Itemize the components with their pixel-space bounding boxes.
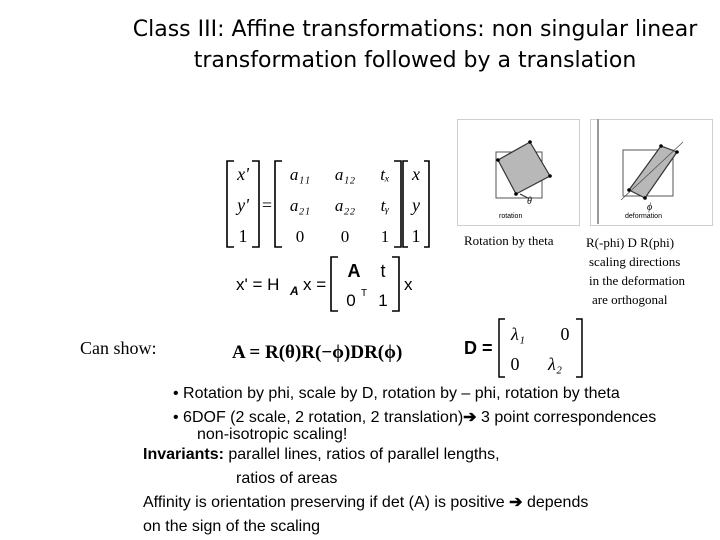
caption-deformation <box>586 233 720 309</box>
title-line-1: Class III: Affine transformations: non singular linear <box>132 17 698 42</box>
d-lambda2: λ₂ <box>547 354 563 374</box>
caption-deformation-line-3: in the deformation <box>589 273 686 288</box>
affinity-line-2: on the sign of the scaling <box>143 518 321 535</box>
rhs-one: 1 <box>411 226 421 246</box>
invariants-text-1: parallel lines, ratios of parallel lengths, <box>223 446 500 463</box>
compact-lhs: x' = H <box>236 275 280 294</box>
cell-33: 1 <box>380 227 390 246</box>
cell-ty: tᵧ <box>380 196 390 215</box>
compact-affine-equation <box>234 254 424 314</box>
d-zero-1: 0 <box>560 324 570 344</box>
invariants-label: Invariants: <box>143 446 224 463</box>
slide-title <box>100 14 720 76</box>
figure-divider <box>597 119 599 224</box>
caption-deformation-line-2: scaling directions <box>589 254 681 269</box>
rhs-x: x <box>412 164 420 184</box>
d-label: D = <box>464 338 493 358</box>
affinity-text-1b: depends <box>522 494 589 511</box>
phi-symbol: ϕ <box>647 202 653 213</box>
a-decomposition-equation <box>230 330 426 370</box>
caption-deformation-line-4: are orthogonal <box>592 292 668 307</box>
caption-deformation-line-1: R(-phi) D R(phi) <box>586 235 675 250</box>
invariants-text-2: ratios of areas <box>236 470 338 487</box>
compact-subscript: A <box>290 284 299 298</box>
title-line-2: transformation followed by a translation <box>193 48 637 73</box>
d-lambda1: λ₁ <box>510 324 526 344</box>
arrow-icon-2: ➔ <box>509 494 523 511</box>
deformation-figure <box>590 119 713 226</box>
cell-a11: a₁₁ <box>289 165 311 184</box>
affinity-line-1 <box>143 491 720 515</box>
cell-a12: a₁₂ <box>334 165 356 184</box>
cell-32: 0 <box>340 227 350 246</box>
cell-a21: a₂₁ <box>289 196 311 215</box>
block-A: A <box>347 261 361 281</box>
bullet-dof-tail: 3 point correspondences <box>476 409 657 426</box>
rhs-y: y <box>412 195 420 215</box>
caption-rotation: Rotation by theta <box>464 233 554 248</box>
a-decomposition-text: A = R(θ)R(−ϕ)DR(ϕ) <box>232 342 403 363</box>
block-one: 1 <box>378 291 388 310</box>
arrow-icon: ➔ <box>463 409 477 426</box>
invariants-line <box>143 443 720 467</box>
cell-31: 0 <box>295 227 305 246</box>
equals-sign: = <box>261 195 273 215</box>
block-transpose: T <box>361 288 368 299</box>
compact-x-equals: x = <box>303 275 327 294</box>
bullet-list <box>143 382 720 539</box>
cell-a22: a₂₂ <box>334 196 356 215</box>
block-zero: 0 <box>346 291 356 310</box>
affine-matrix-equation <box>222 158 434 250</box>
bullet-dof-text: • 6DOF (2 scale, 2 rotation, 2 translation) <box>173 409 464 426</box>
block-t: t <box>380 261 386 281</box>
rotation-figure <box>457 119 580 226</box>
lhs-x-prime: x' <box>237 164 249 184</box>
bullet-rotation: • Rotation by phi, scale by D, rotation by – phi, rotation by theta <box>173 385 620 402</box>
can-show-label: Can show: <box>80 338 157 358</box>
theta-symbol: θ <box>527 196 532 207</box>
lhs-y-prime: y' <box>237 195 249 215</box>
rotation-label: rotation <box>499 213 523 220</box>
bullet-non-isotropic: non-isotropic scaling! <box>197 426 348 443</box>
compact-rhs: x <box>404 275 413 294</box>
d-zero-2: 0 <box>510 354 520 374</box>
lhs-one: 1 <box>238 226 248 246</box>
deformation-label: deformation <box>625 213 662 220</box>
cell-tx: tₓ <box>380 165 390 184</box>
affinity-text-1: Affinity is orientation preserving if det (A) is positive <box>143 494 510 511</box>
d-matrix-equation <box>462 316 590 380</box>
